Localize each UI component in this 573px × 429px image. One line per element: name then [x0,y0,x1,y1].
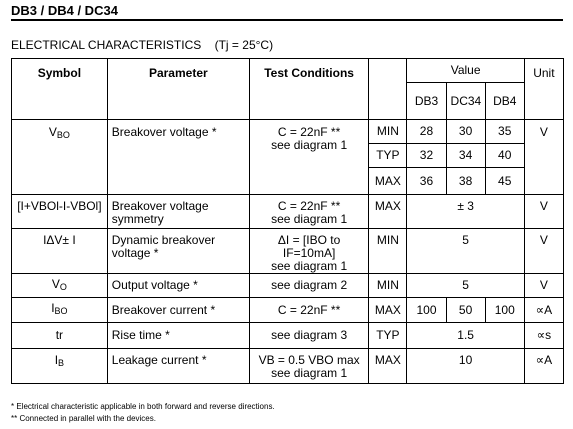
symmetry-minmax: MAX [369,195,407,229]
cond-tr: see diagram 3 [249,323,368,349]
cond-dv: ΔI = [IBO to IF=10mA] see diagram 1 [249,229,368,274]
symbol-tr: tr [12,323,108,349]
symmetry-value: ± 3 [407,195,524,229]
header-db4: DB4 [485,83,524,120]
unit-vo: V [524,274,563,298]
vbo-max-db4: 45 [485,168,524,195]
symbol-vbo: $V_{BO}$ [12,120,108,195]
header-minmax-blank [369,59,407,120]
dv-value: 5 [407,229,524,274]
cond-vbo: C = 22nF ** see diagram 1 [249,120,368,195]
ibo-dc34: 50 [446,298,485,323]
param-symmetry: Breakover voltage symmetry [107,195,249,229]
header-parameter: Parameter [107,59,249,120]
vbo-typ-label: TYP [369,144,407,168]
header-value: Value [407,59,524,83]
cond-symmetry: C = 22nF ** see diagram 1 [249,195,368,229]
title-divider [11,19,563,21]
symbol-dv: IΔV± I [12,229,108,274]
electrical-characteristics-table [11,58,564,384]
vbo-typ-dc34: 34 [446,144,485,168]
footnote-1: * Electrical characteristic applicable in both forward and reverse directions. [11,402,275,411]
header-unit: Unit [524,59,563,120]
section-title: ELECTRICAL CHARACTERISTICS [11,38,202,52]
ibo-minmax: MAX [369,298,407,323]
param-rise-time: Rise time * [107,323,249,349]
vbo-typ-db4: 40 [485,144,524,168]
unit-ibo: ∝A [524,298,563,323]
param-breakover-current: Breakover current * [107,298,249,323]
vo-value: 5 [407,274,524,298]
section-conditions: (Tj = 25°C) [214,38,274,52]
ibo-db3: 100 [407,298,446,323]
unit-vbo: V [524,120,563,195]
header-symbol: Symbol [12,59,108,120]
vo-minmax: MIN [369,274,407,298]
header-dc34: DC34 [446,83,485,120]
document-title: DB3 / DB4 / DC34 [11,3,118,18]
vbo-max-dc34: 38 [446,168,485,195]
param-dynamic-breakover: Dynamic breakover voltage * [107,229,249,274]
unit-ib: ∝A [524,349,563,384]
footnote-2: ** Connected in parallel with the devices. [11,414,156,423]
ib-minmax: MAX [369,349,407,384]
unit-symmetry: V [524,195,563,229]
symbol-vo: $V_O$ [12,274,108,298]
param-breakover-voltage: Breakover voltage * [107,120,249,195]
unit-tr: ∝s [524,323,563,349]
param-output-voltage: Output voltage * [107,274,249,298]
cond-vo: see diagram 2 [249,274,368,298]
cond-ib: VB = 0.5 VBO max see diagram 1 [249,349,368,384]
cond-ibo: C = 22nF ** [249,298,368,323]
section-heading [11,38,273,52]
vbo-max-db3: 36 [407,168,446,195]
param-leakage-current: Leakage current * [107,349,249,384]
ibo-db4: 100 [485,298,524,323]
ib-value: 10 [407,349,524,384]
symbol-symmetry: [I+VBOl-I-VBOl] [12,195,108,229]
vbo-min-db3: 28 [407,120,446,144]
symbol-ib: $I_B$ [12,349,108,384]
vbo-min-dc34: 30 [446,120,485,144]
unit-dv: V [524,229,563,274]
symbol-ibo: $I_{BO}$ [12,298,108,323]
tr-value: 1.5 [407,323,524,349]
vbo-min-db4: 35 [485,120,524,144]
header-db3: DB3 [407,83,446,120]
vbo-typ-db3: 32 [407,144,446,168]
vbo-min-label: MIN [369,120,407,144]
header-test-conditions: Test Conditions [249,59,368,120]
vbo-max-label: MAX [369,168,407,195]
dv-minmax: MIN [369,229,407,274]
tr-minmax: TYP [369,323,407,349]
